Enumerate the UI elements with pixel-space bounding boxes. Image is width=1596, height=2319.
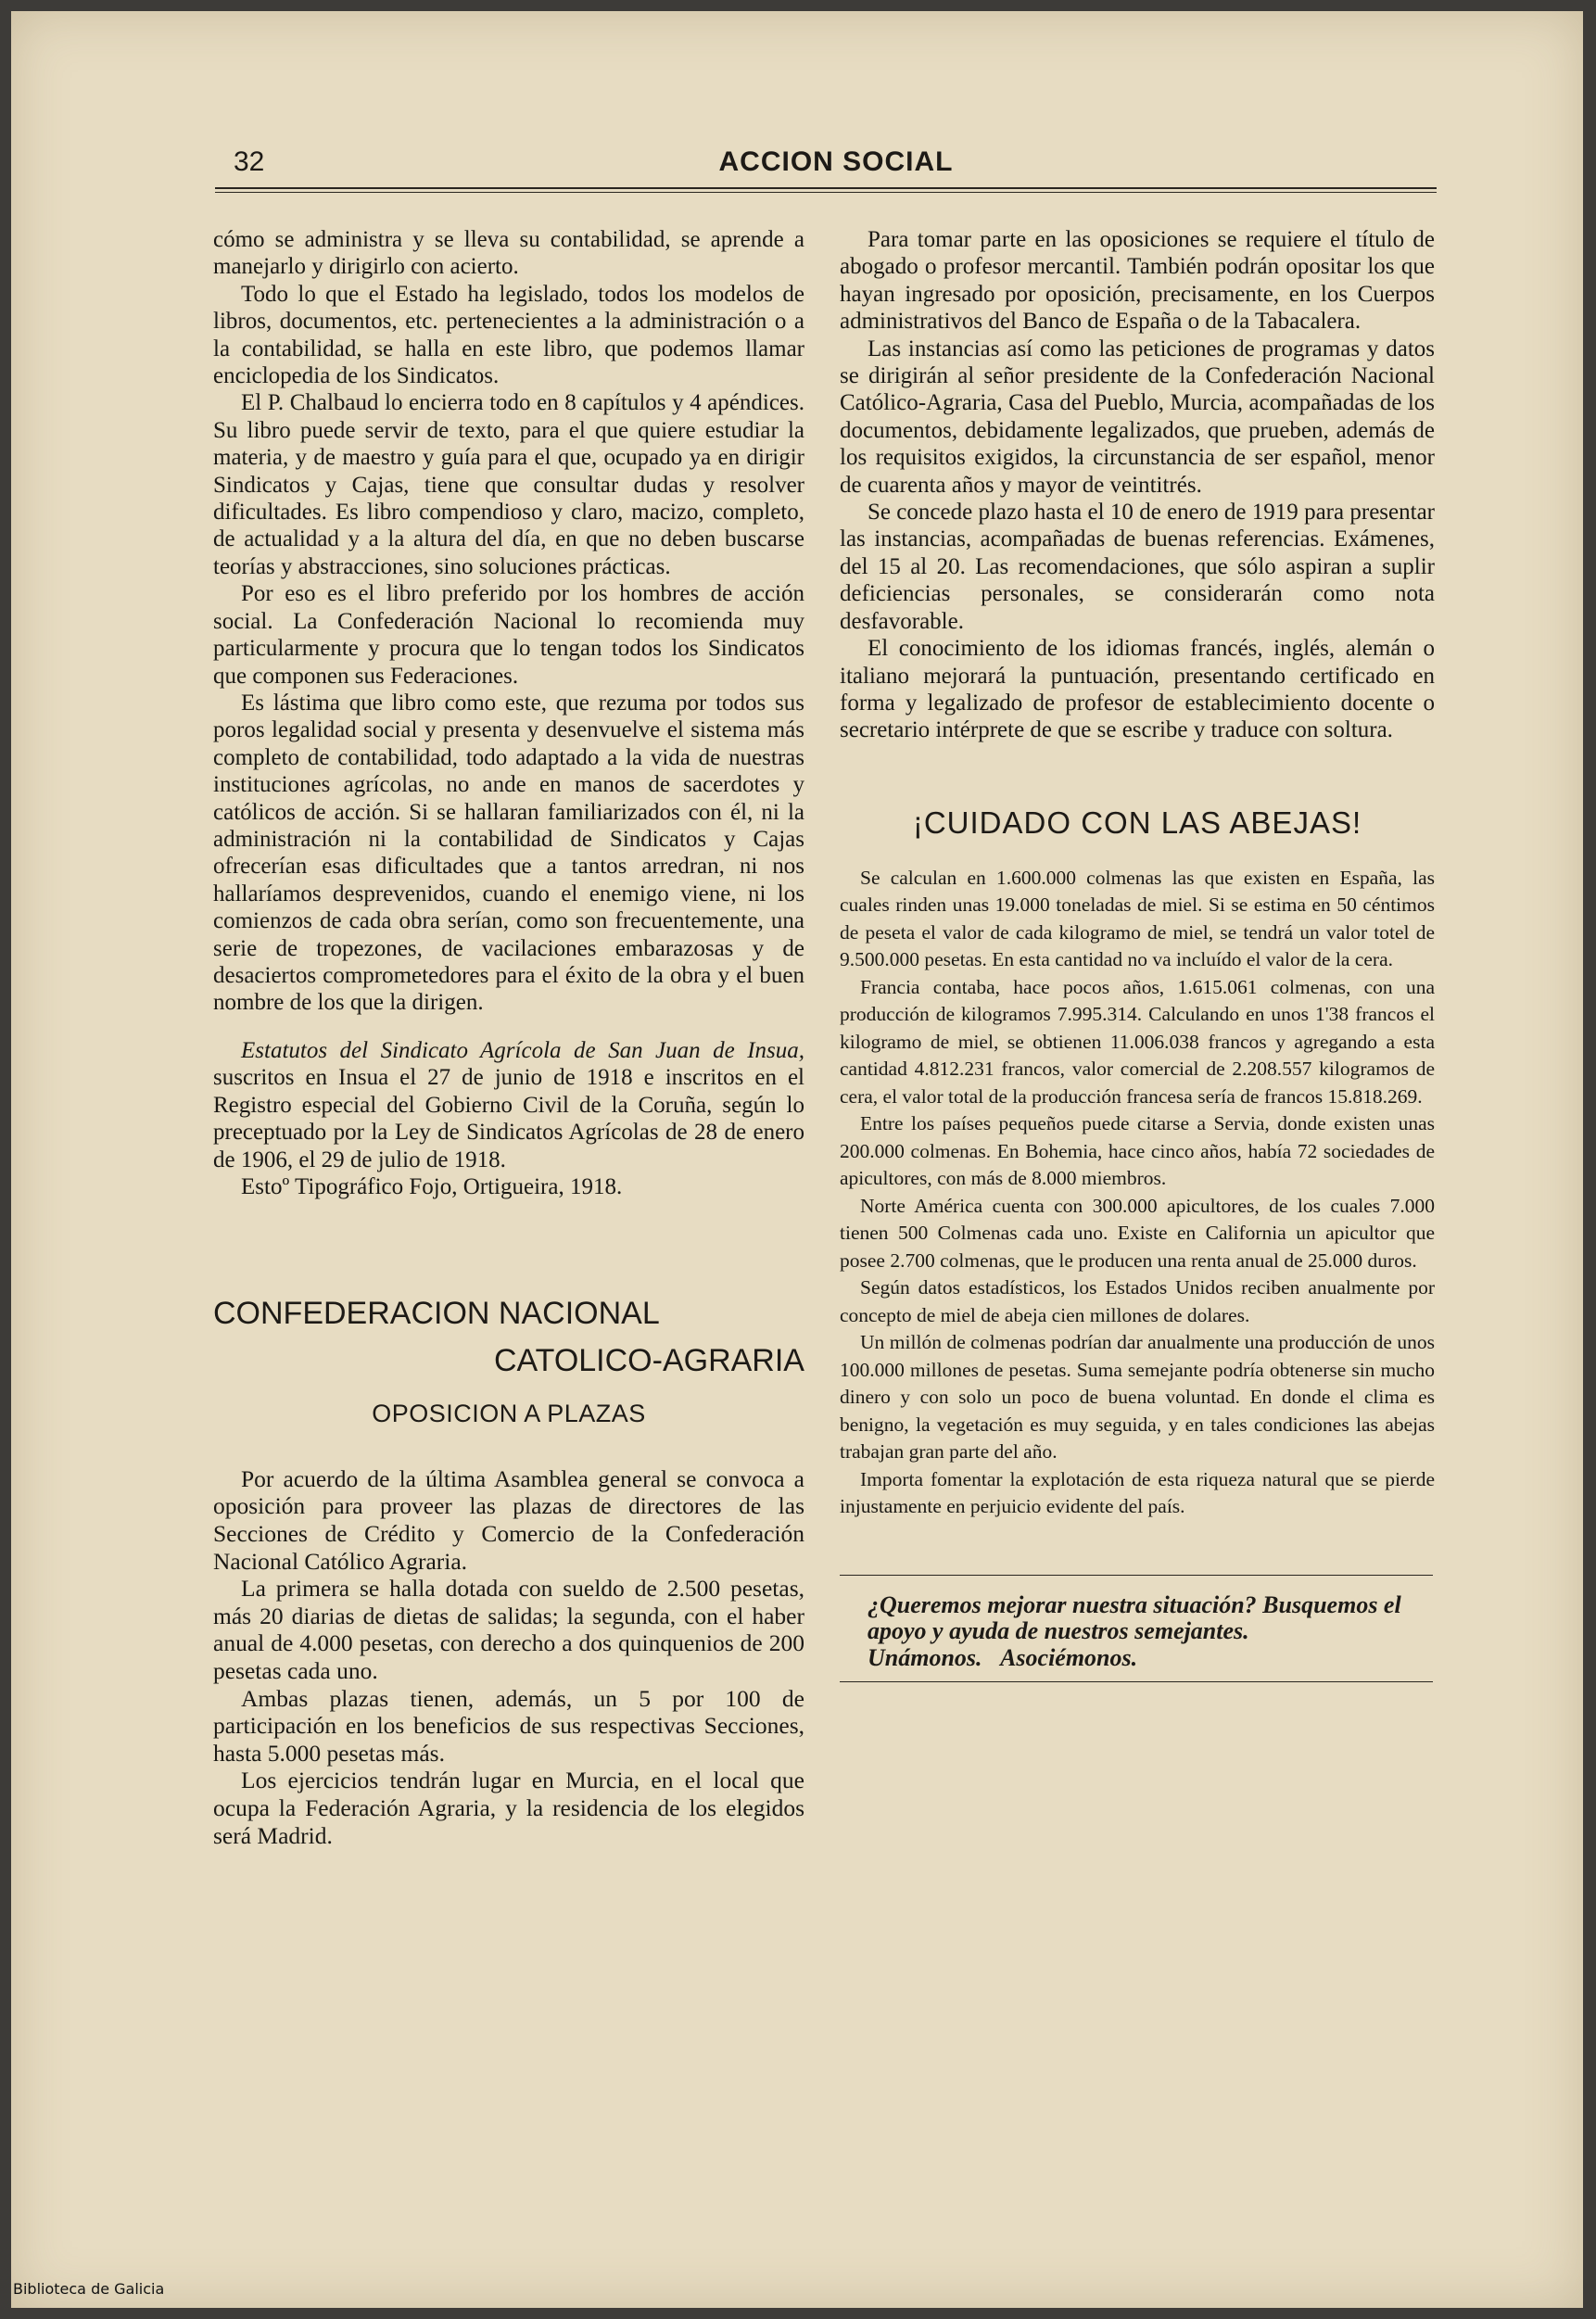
confederation-paragraph: La primera se halla dotada con sueldo de 2.500 pesetas, más 20 diarias de dietas de salidas; la segunda, con el haber anual de 4.000 pesetas, con derecho a dos quinquenios de 200 pesetas cada uno. — [213, 1575, 804, 1684]
scanned-page — [11, 11, 1583, 2308]
running-head — [234, 139, 1438, 182]
review-paragraph: Es lástima que libro como este, que rezuma por todos sus poros legalidad social y presenta y desenvuelve el sistema más completo de contabilidad, todo adaptado a la vida de nuestras instituciones agrícolas, no ande en manos de sacerdotes y católicos de acción. Si se hallaran familiarizados con él, ni la administración ni la contabilidad de Sindicatos y Cajas ofrecerían esas dificultades que a tantos arredran, ni nos hallaríamos desprevenidos, cuando el enemigo viene, ni los comienzos de cada obra serían, como son frecuentemente, una serie de tropezones, de vacilaciones embarazosas y de desaciertos comprometedores para el éxito de la obra y el buen nombre de los que la dirigen. — [213, 690, 804, 1016]
statutes-notice — [213, 1037, 804, 1201]
requirements-paragraph: Se concede plazo hasta el 10 de enero de 1919 para presentar las instancias, acompañadas de buenas referencias. Exámenes, del 15 al 20. Las recomendaciones, que sólo aspiran a suplir deficiencias personales, se considerarán como nota desfavorable. — [840, 500, 1435, 634]
statutes-title: Estatutos del Sindicato Agrícola de San Juan de Insua, — [241, 1037, 804, 1063]
confederation-body — [213, 1465, 804, 1849]
motto-text: ¿Queremos mejorar nuestra situación? Busquemos el apoyo y ayuda de nuestros semejantes. — [868, 1590, 1401, 1644]
bees-paragraph: Entre los países pequeños puede citarse a Servia, donde existen unas 200.000 colmenas. En Bohemia, hace cinco años, había 72 sociedades de apicultores, con más de 8.000 miembros. — [840, 1112, 1435, 1190]
bees-paragraph: Francia contaba, hace pocos años, 1.615.061 colmenas, con una producción de kilogramos 7.995.314. Calculando en unos 1'38 francos el kilogramo de miel, se obtienen 11.006.038 francos y agregando a esta cantidad 4.812.231 francos, valor comercial de 2.208.557 kilogramos de cera, el valor total de la producción francesa sería de francos 15.818.269. — [840, 975, 1435, 1108]
confederation-title-line2: CATOLICO-AGRARIA — [493, 1342, 804, 1378]
motto-rule-bottom — [840, 1681, 1433, 1682]
requirements-paragraph: Para tomar parte en las oposiciones se requiere el título de abogado o profesor mercantil. También podrán opositar los que hayan ingresado por oposición, precisamente, en los Cuerpos administrativos del Banco de España o de la Tabacalera. — [840, 227, 1435, 335]
statutes-details: suscritos en Insua el 27 de junio de 1918 e inscritos en el Registro especial del Gobierno Civil de la Coruña, según lo preceptuado por la Ley de Sindicatos Agrícolas de 28 de enero de 1906, el 29 de julio de 1918. — [213, 1065, 804, 1172]
requirements-paragraph: El conocimiento de los idiomas francés, inglés, alemán o italiano mejorará la puntuación, presentando certificado en forma y legalizado de profesor de establecimiento docente o secretario intérprete de que se escribe y traduce con soltura. — [840, 636, 1435, 743]
bees-paragraph: Se calculan en 1.600.000 colmenas las que existen en España, las cuales rinden unas 19.000 toneladas de miel. Si se estima en 50 céntimos de peseta el valor de cada kilogramo de miel, se tendrá un valor totel de 9.500.000 pesetas. En esta cantidad no va incluído el valor de la cera. — [840, 866, 1435, 971]
bees-paragraph: Según datos estadísticos, los Estados Unidos reciben anualmente por concepto de miel de abeja cien millones de dolares. — [840, 1276, 1435, 1326]
review-paragraph: cómo se administra y se lleva su contabilidad, se aprende a manejarlo y dirigirlo con acierto. — [213, 227, 804, 280]
confederation-paragraph: Los ejercicios tendrán lugar en Murcia, en el local que ocupa la Federación Agraria, y la residencia de los elegidos será Madrid. — [213, 1767, 804, 1849]
bees-paragraph: Un millón de colmenas podrían dar anualmente una producción de unos 100.000 millones de pesetas. Suma semejante podría obtenerse sin mucho dinero y con solo un poco de buena voluntad. En donde el clima es benigno, la vegetación es muy seguida, y en tales condiciones las abejas trabajan gran parte del año. — [840, 1331, 1435, 1464]
left-column — [213, 226, 804, 1849]
journal-title: ACCION SOCIAL — [718, 146, 954, 177]
statutes-paragraph — [213, 1037, 804, 1174]
confederation-section — [213, 1296, 804, 1849]
bees-article-body — [840, 865, 1435, 1521]
bees-paragraph: Norte América cuenta con 300.000 apicultores, de los cuales 7.000 tienen 500 Colmenas cada uno. Existe en California un apicultor que posee 2.700 colmenas, que le producen una renta anual de 25.000 duros. — [840, 1194, 1435, 1272]
confederation-subtitle: OPOSICION A PLAZAS — [372, 1399, 646, 1427]
bees-article-title: ¡CUIDADO CON LAS ABEJAS! — [912, 805, 1362, 840]
confederation-paragraph: Ambas plazas tienen, además, un 5 por 100 de participación en los beneficios de sus respectivas Secciones, hasta 5.000 pesetas más. — [213, 1684, 804, 1767]
motto-rule-top — [840, 1575, 1433, 1576]
page-number: 32 — [234, 146, 265, 177]
statutes-printer: Estoº Tipográfico Fojo, Ortigueira, 1918. — [241, 1174, 623, 1200]
review-paragraph: Por eso es el libro preferido por los hombres de acción social. La Confederación Nacional lo recomienda muy particularmente y procura que lo tengan todos los Sindicatos que componen sus Federaciones. — [213, 581, 804, 689]
book-review — [213, 226, 804, 1017]
confederation-title-line1: CONFEDERACION NACIONAL — [213, 1295, 660, 1331]
motto-closing: Unámonos. Asociémonos. — [868, 1643, 1138, 1671]
review-paragraph: El P. Chalbaud lo encierra todo en 8 capítulos y 4 apéndices. Su libro puede servir de texto, para el que quiere estudiar la materia, y de maestro y guía para el que, ocupado ya en dirigir Sindicatos y Cajas, tiene que consultar dudas y resolver dificultades. Es libro compendioso y claro, macizo, completo, de actualidad y a la altura del día, en que no deben buscarse teorías y abstracciones, sino soluciones prácticas. — [213, 390, 804, 579]
bees-paragraph: Importa fomentar la explotación de esta riqueza natural que se pierde injustamente en perjuicio evidente del país. — [840, 1467, 1435, 1518]
review-paragraph: Todo lo que el Estado ha legislado, todos los modelos de libros, documentos, etc. pertenecientes a la administración o a la contabilidad, se halla en este libro, que podemos llamar enciclopedia de los Sindicatos. — [213, 281, 804, 389]
library-credit: Biblioteca de Galicia — [13, 2280, 165, 2298]
right-column — [840, 226, 1435, 1682]
opposition-requirements — [840, 226, 1435, 744]
header-rule — [215, 187, 1437, 193]
confederation-paragraph: Por acuerdo de la última Asamblea general se convoca a oposición para proveer las plazas de directores de las Secciones de Crédito y Comercio de la Confederación Nacional Católico Agraria. — [213, 1464, 804, 1575]
requirements-paragraph: Las instancias así como las peticiones de programas y datos se dirigirán al señor presidente de la Confederación Nacional Católico-Agraria, Casa del Pueblo, Murcia, acompañadas de los documentos, debidamente legalizados, que prueben, además de los requisitos exigidos, la circunstancia de ser español, menor de cuarenta años y mayor de veintitrés. — [840, 336, 1435, 498]
